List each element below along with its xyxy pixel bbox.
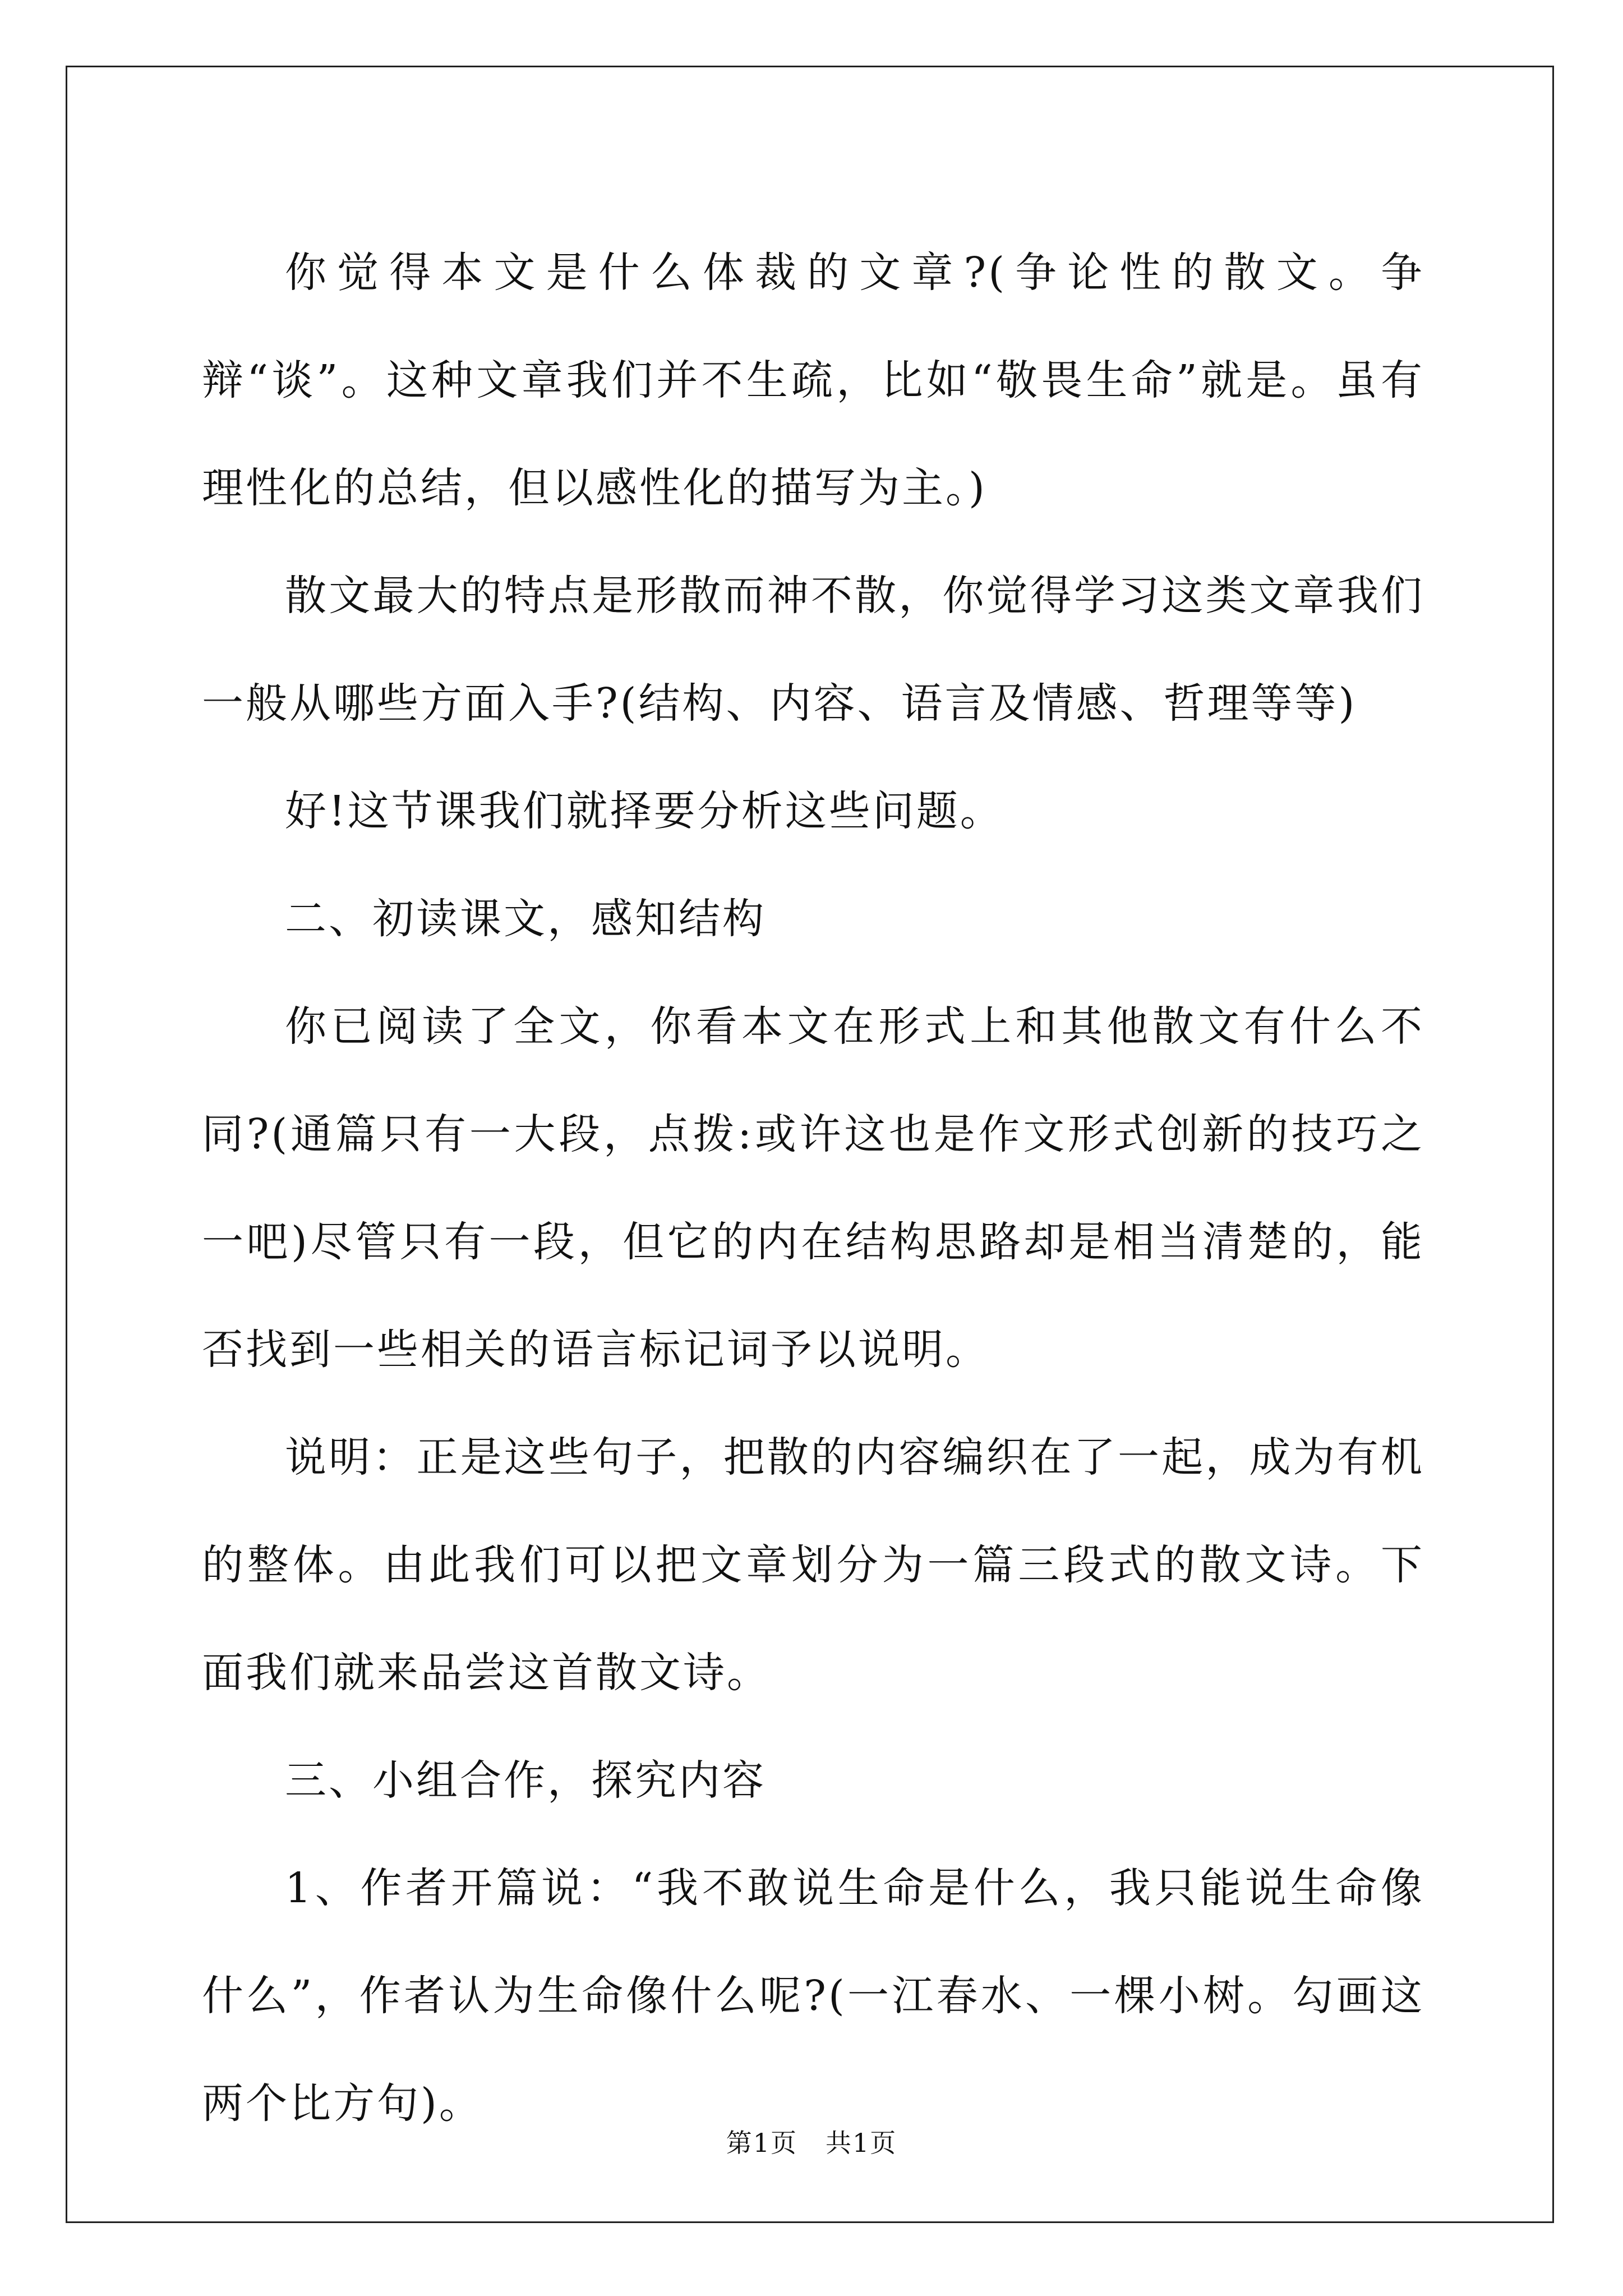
- page-number-total: 共1页: [825, 2128, 897, 2158]
- paragraph-explanation: 说明：正是这些句子，把散的内容编织在了一起，成为有机的整体。由此我们可以把文章划分为一篇三段式的散文诗。下面我们就来品尝这首散文诗。: [202, 1433, 1424, 1697]
- paragraph-prose-features: 散文最大的特点是形散而神不散，你觉得学习这类文章我们一般从哪些方面入手?(结构、内容、语言及情感、哲理等等): [202, 572, 1424, 728]
- page-number-current: 第1页: [726, 2128, 798, 2158]
- section-heading-3: 三、小组合作，探究内容: [285, 1756, 766, 1805]
- paragraph-genre: 你觉得本文是什么体裁的文章?(争论性的散文。争辩“谈”。这种文章我们并不生疏，比如“敬畏生命”就是。虽有理性化的总结，但以感性化的描写为主。): [202, 249, 1424, 512]
- paragraph-lesson-focus: 好!这节课我们就择要分析这些问题。: [285, 787, 1004, 835]
- document-body: [202, 219, 1424, 2157]
- page-footer: [0, 2126, 1623, 2160]
- section-heading-2: 二、初读课文，感知结构: [285, 895, 766, 943]
- paragraph-question-1: 1、作者开篇说：“我不敢说生命是什么，我只能说生命像什么”，作者认为生命像什么呢?(一江春水、一棵小树。勾画这两个比方句)。: [202, 1864, 1424, 2128]
- paragraph-structure: 你已阅读了全文，你看本文在形式上和其他散文有什么不同?(通篇只有一大段，点拨:或许这也是作文形式创新的技巧之一吧)尽管只有一段，但它的内在结构思路却是相当清楚的，能否找到一些相关的语言标记词予以说明。: [202, 1002, 1424, 1374]
